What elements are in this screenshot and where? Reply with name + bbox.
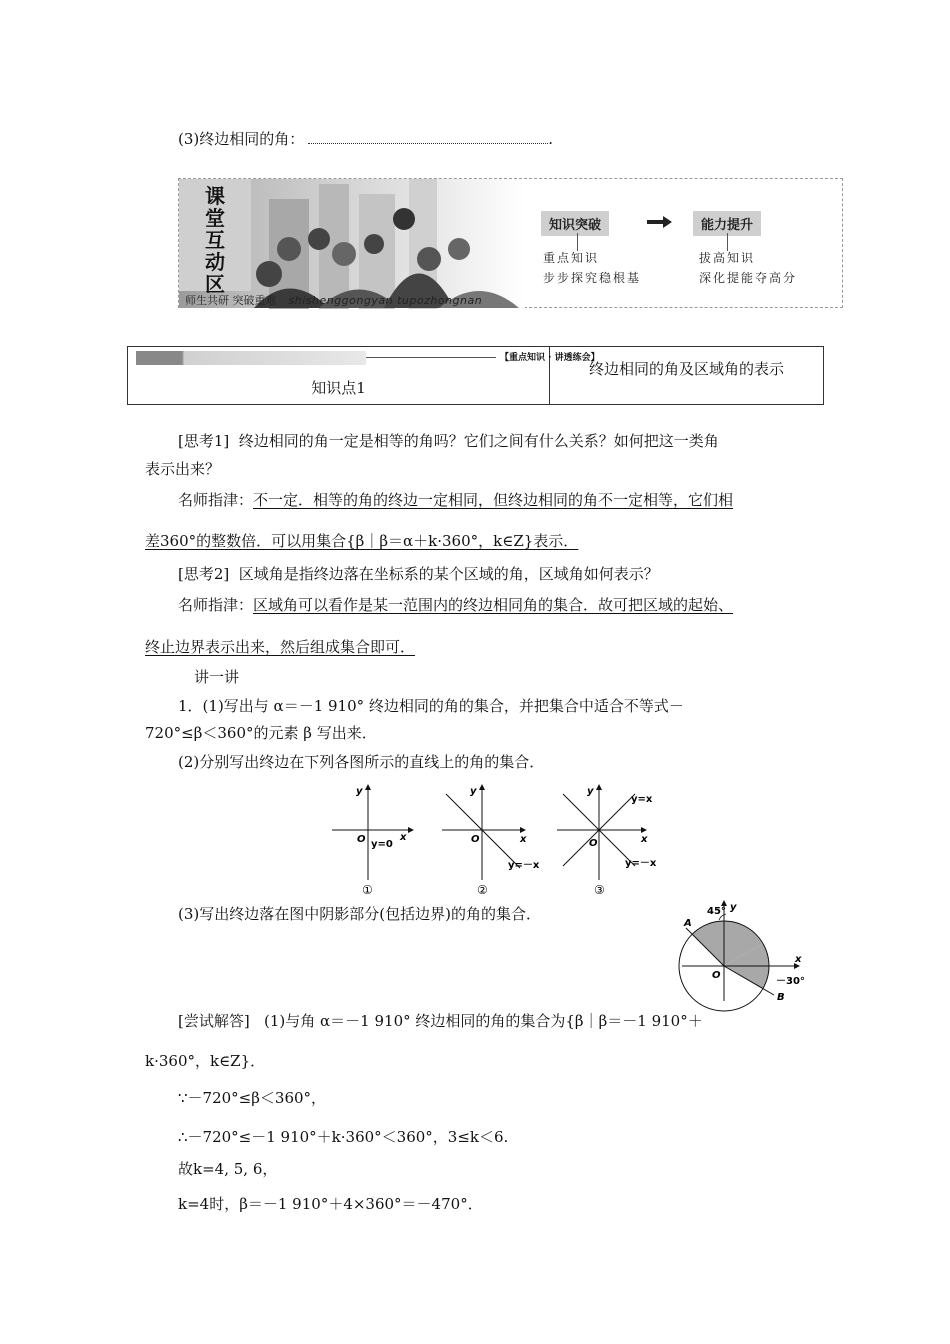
think1-question-cont: 表示出来？ [145,460,221,478]
arrow-right-icon [647,215,673,229]
banner-title-char: 课 [205,184,225,208]
figure-4-shaded-region [682,898,812,1003]
guide-label: 名师指津： [178,596,254,614]
problem-1-cont: 720°≤β＜360°的元素 β 写出来． [145,724,377,742]
banner-left-item: 重点知识 [543,251,600,265]
point-a-label: A [684,918,692,929]
knowledge-point-table [127,346,824,405]
origin-label: O [589,838,598,849]
origin-label: O [471,834,480,845]
figure-number: ③ [594,883,605,897]
banner-subtitle-pinyin: shishenggongyan tupozhongnan [288,294,483,307]
solution-text: (1)与角 α＝－1 910° 终边相同的角的集合为{β｜β＝－1 910°＋ [264,1012,703,1030]
banner-title-char: 堂 [205,206,225,230]
think1-label: [思考1] [178,432,230,450]
problem-2-line: (2)分别写出终边在下列各图所示的直线上的角的集合． [178,753,545,771]
banner-right-item: 深化提能夺高分 [699,271,798,285]
angle-label: 45° [707,906,726,917]
think2-answer: 区域角可以看作是某一范围内的终边相同角的集合．故可把区域的起始、 [253,596,734,614]
line-label: y=－x [508,860,540,871]
axis-x-label: x [795,954,802,965]
solution-line-1 [178,1010,703,1031]
classroom-banner [178,178,843,308]
tag-knowledge-breakthrough: 知识突破 [541,211,609,236]
dotted-blank [308,131,548,144]
banner-left-item: 步步探究稳根基 [543,271,642,285]
figure-number: ② [477,883,488,897]
header-strip-line [366,357,496,358]
solution-line-5: 故k=4, 5, 6， [178,1160,278,1178]
axis-y-label: y [470,786,477,797]
solution-line-3: ∵－720°≤β＜360°， [178,1089,327,1107]
solution-line-6: k=4时，β＝－1 910°＋4×360°＝－470°． [178,1195,483,1213]
header-grey-bar [136,351,366,365]
axis-y-label: y [356,786,363,797]
guide-label: 名师指津： [178,491,254,509]
axis-y-label: y [587,786,594,797]
think1-guide-line [178,489,733,510]
think1-answer-cont: 差360°的整数倍．可以用集合{β｜β＝α＋k·360°，k∈Z}表示． [145,532,579,550]
blank-line-item [178,128,553,149]
figure-1-axes [328,780,418,898]
lecture-heading: 讲一讲 [194,668,240,686]
think1-question: 终边相同的角一定是相等的角吗？它们之间有什么关系？如何把这一类角 [238,432,719,450]
solution-line-4: ∴－720°≤－1 910°＋k·360°＜360°，3≤k＜6. [178,1128,509,1146]
banner-subtitle [185,292,482,308]
banner-title-char: 互 [205,228,225,252]
figure-3-axes [555,780,660,898]
origin-label: O [357,834,366,845]
knowledge-point-title: 终边相同的角及区域角的表示 [588,360,784,378]
line-label: y=－x [625,858,657,869]
figure-number: ① [362,883,373,897]
axis-x-label: x [400,832,407,843]
angle-label: －30° [776,976,805,987]
origin-label: O [712,970,721,981]
line-label: y=x [631,794,653,805]
banner-title [179,179,251,296]
knowledge-point-cell [128,347,600,404]
think2-label: [思考2] [178,565,230,583]
axis-x-label: x [641,834,648,845]
figure-2-axes [440,780,540,898]
solution-label: [尝试解答] [178,1012,250,1030]
strip-label: 【重点知识 · 讲透练会】 [500,353,600,363]
banner-subtitle-text: 师生共研 突破重难 [185,294,277,307]
think1-question-line [178,430,719,451]
line-label: y=0 [371,839,393,850]
think2-answer-cont: 终止边界表示出来，然后组成集合即可． [145,638,416,656]
point-b-label: B [777,992,785,1003]
banner-title-char: 动 [205,250,225,274]
blank-line-end: . [548,130,554,148]
think2-question: 区域角是指终边落在坐标系的某个区域的角，区域角如何表示？ [238,565,659,583]
axis-x-label: x [520,834,527,845]
problem-3-line: (3)写出终边落在图中阴影部分(包括边界)的角的集合． [178,905,541,923]
think1-answer: 不一定．相等的角的终边一定相同，但终边相同的角不一定相等，它们相 [253,491,734,509]
knowledge-point-number: 知识点1 [311,379,366,397]
banner-title-char: 区 [205,272,225,296]
think2-guide-line [178,594,733,615]
tag-ability-improve: 能力提升 [693,211,761,236]
solution-line-2: k·360°，k∈Z}． [145,1052,266,1070]
think2-question-line [178,563,659,584]
axis-y-label: y [730,902,737,913]
banner-right-item: 拔高知识 [699,251,756,265]
blank-line-label: (3)终边相同的角： [178,130,305,148]
problem-1-line: 1．(1)写出与 α＝－1 910° 终边相同的角的集合，并把集合中适合不等式－ [178,697,684,715]
